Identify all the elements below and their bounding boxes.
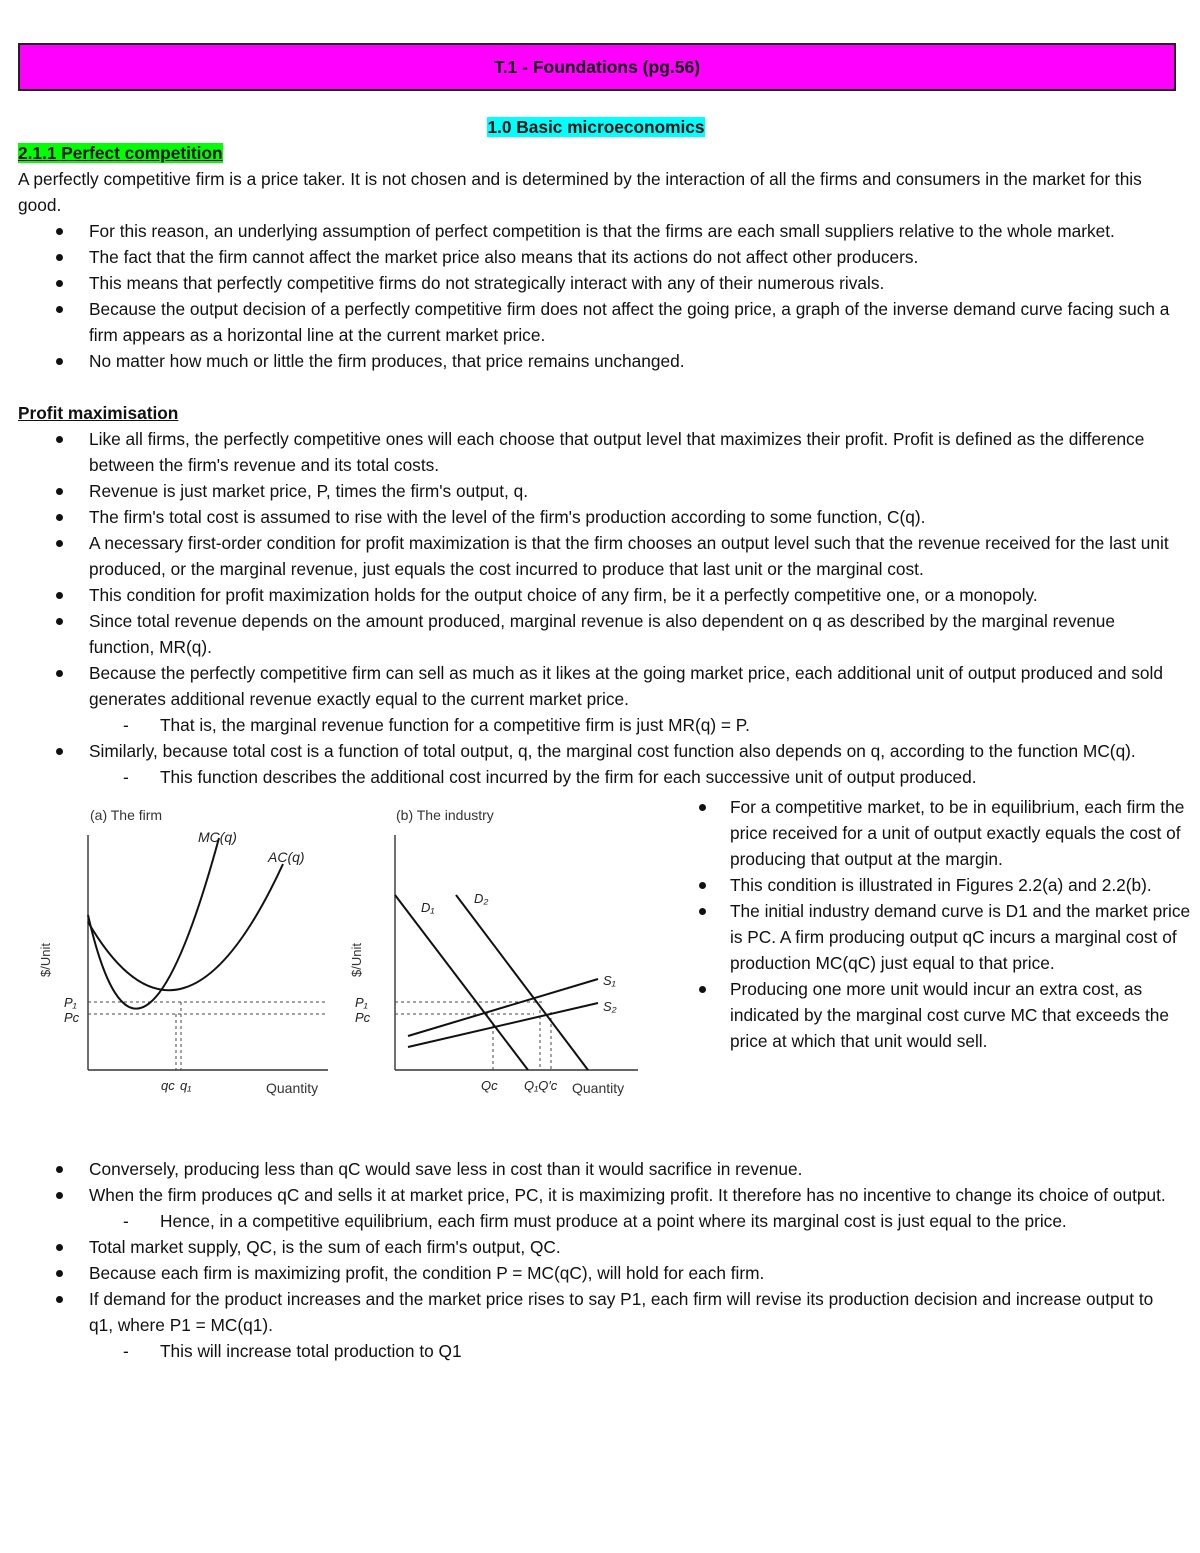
d1-label: D₁ xyxy=(421,900,435,915)
s2-curve xyxy=(408,1003,598,1047)
side-list xyxy=(693,794,1193,1054)
section-title-line xyxy=(18,140,1174,166)
market-supply-list xyxy=(18,1234,1174,1338)
d2-label: D₂ xyxy=(474,891,489,906)
list-item: This condition is illustrated in Figures 2.2(a) and 2.2(b). xyxy=(693,872,1193,898)
main-heading: 1.0 Basic microeconomics xyxy=(487,117,705,137)
page-title: T.1 - Foundations (pg.56) xyxy=(493,57,701,77)
intro-paragraph: A perfectly competitive firm is a price taker. It is not chosen and is determined by the interaction of all the firms and consumers in the market for this good. xyxy=(18,169,1142,215)
page-title-bar xyxy=(18,43,1176,91)
panel-a xyxy=(38,807,328,1096)
s1-label: S₁ xyxy=(603,973,616,988)
list-item: For this reason, an underlying assumption of perfect competition is that the firms are each small suppliers relative to the whole market. xyxy=(18,218,1174,244)
panel-b-title: (b) The industry xyxy=(396,807,494,823)
mc-curve xyxy=(88,838,219,1009)
ac-label: AC(q) xyxy=(268,849,305,865)
profit-maximisation-list-cont xyxy=(18,738,1174,764)
perfect-competition-list xyxy=(18,218,1174,374)
profit-maximisation-list xyxy=(18,426,1174,712)
list-item: For a competitive market, to be in equilibrium, each firm the price received for a unit of output exactly equals the cost of producing that output at the margin. xyxy=(693,794,1193,872)
list-item: Total market supply, QC, is the sum of each firm's output, QC. xyxy=(18,1234,1174,1260)
ac-curve xyxy=(88,864,283,990)
panel-b-qc-label: Qᴄ xyxy=(481,1078,498,1093)
list-item: When the firm produces qC and sells it at market price, PC, it is maximizing profit. It therefore has no incentive to change its choice of output. xyxy=(18,1182,1174,1208)
list-item: No matter how much or little the firm produces, that price remains unchanged. xyxy=(18,348,1174,374)
list-item: Producing one more unit would incur an extra cost, as indicated by the marginal cost curve MC that exceeds the price at which that unit would sell. xyxy=(693,976,1193,1054)
panel-a-pc-label: Pᴄ xyxy=(64,1010,80,1025)
panel-a-q1-label: q₁ xyxy=(180,1078,192,1093)
list-item: If demand for the product increases and the market price rises to say P1, each firm will revise its production decision and increase output to q1, where P1 = MC(q1). xyxy=(18,1286,1174,1338)
list-item: This means that perfectly competitive firms do not strategically interact with any of their numerous rivals. xyxy=(18,270,1174,296)
list-item: Because each firm is maximizing profit, the condition P = MC(qC), will hold for each firm. xyxy=(18,1260,1174,1286)
figure-row xyxy=(18,790,1191,1156)
d1-curve xyxy=(395,895,528,1070)
main-heading-line xyxy=(18,114,1174,140)
section-title-profit-maximisation: Profit maximisation xyxy=(18,403,179,423)
section-title-line xyxy=(18,400,1174,426)
equilibrium-list xyxy=(18,1156,1174,1208)
panel-b-y-label: $/Unit xyxy=(349,943,364,977)
figure-2-2 xyxy=(38,800,678,1112)
list-item: The fact that the firm cannot affect the market price also means that its actions do not affect other producers. xyxy=(18,244,1174,270)
document-body xyxy=(18,114,1191,1364)
sub-list xyxy=(18,712,1174,738)
mc-label: MC(q) xyxy=(198,829,237,845)
sub-list xyxy=(18,764,1174,790)
s2-label: S₂ xyxy=(603,999,617,1014)
list-item: Similarly, because total cost is a function of total output, q, the marginal cost function also depends on q, according to the function MC(q). xyxy=(18,738,1174,764)
panel-b xyxy=(349,807,638,1096)
panel-a-p1-label: P₁ xyxy=(64,995,77,1010)
panel-b-q1-qc-label: Q₁Q′ᴄ xyxy=(524,1078,558,1093)
list-item: Like all firms, the perfectly competitive ones will each choose that output level that maximizes their profit. Profit is defined as the difference between the firm's revenue and its total costs. xyxy=(18,426,1174,478)
list-item: Because the output decision of a perfectly competitive firm does not affect the going price, a graph of the inverse demand curve facing such a firm appears as a horizontal line at the current market price. xyxy=(18,296,1174,348)
panel-b-p1-label: P₁ xyxy=(355,995,368,1010)
figure-side-notes xyxy=(693,794,1193,1054)
list-item: Conversely, producing less than qC would save less in cost than it would sacrifice in revenue. xyxy=(18,1156,1174,1182)
sub-list-item: - Hence, in a competitive equilibrium, each firm must produce at a point where its marginal cost is just equal to the price. xyxy=(18,1208,1174,1234)
list-item: Because the perfectly competitive firm can sell as much as it likes at the going market price, each additional unit of output produced and sold generates additional revenue exactly equal to the current market price. xyxy=(18,660,1174,712)
section-title-perfect-competition: 2.1.1 Perfect competition xyxy=(18,143,223,163)
panel-a-qc-label: qᴄ xyxy=(161,1078,175,1093)
list-item: A necessary first-order condition for profit maximization is that the firm chooses an output level such that the revenue received for the last unit produced, or the marginal revenue, just equals the cost incurred to produce that last unit or the marginal cost. xyxy=(18,530,1174,582)
panel-b-pc-label: Pᴄ xyxy=(355,1010,371,1025)
list-item: This condition for profit maximization holds for the output choice of any firm, be it a perfectly competitive one, or a monopoly. xyxy=(18,582,1174,608)
sub-list xyxy=(18,1338,1174,1364)
list-item: Revenue is just market price, P, times the firm's output, q. xyxy=(18,478,1174,504)
d2-curve xyxy=(456,895,588,1070)
sub-list-item: - That is, the marginal revenue function for a competitive firm is just MR(q) = P. xyxy=(18,712,1174,738)
s1-curve xyxy=(408,979,598,1036)
sub-list-item: - This will increase total production to Q1 xyxy=(18,1338,1174,1364)
panel-a-x-label: Quantity xyxy=(266,1080,319,1096)
list-item: The initial industry demand curve is D1 and the market price is PC. A firm producing output qC incurs a marginal cost of production MC(qC) just equal to that price. xyxy=(693,898,1193,976)
list-item: Since total revenue depends on the amount produced, marginal revenue is also dependent on q as described by the marginal revenue function, MR(q). xyxy=(18,608,1174,660)
panel-b-x-label: Quantity xyxy=(572,1080,625,1096)
panel-a-y-label: $/Unit xyxy=(38,943,53,977)
list-item: The firm's total cost is assumed to rise with the level of the firm's production according to some function, C(q). xyxy=(18,504,1174,530)
sub-list-item: - This function describes the additional cost incurred by the firm for each successive unit of output produced. xyxy=(18,764,1174,790)
sub-list xyxy=(18,1208,1174,1234)
panel-a-title: (a) The firm xyxy=(90,807,163,823)
